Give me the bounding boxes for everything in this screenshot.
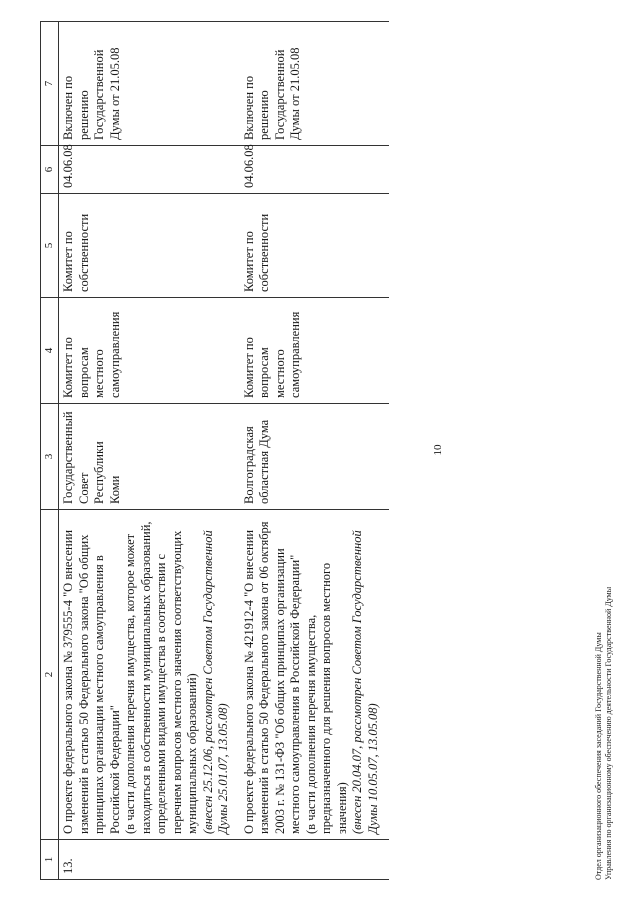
co-committee: Комитет по собственности xyxy=(59,194,240,298)
bill-note: (внесен 20.04.07, рассмотрен Советом Государственной Думы 10.05.07, 13.05.08) xyxy=(350,530,380,834)
responsible-committee: Комитет по вопросам местного самоуправления xyxy=(59,298,240,404)
date: 04.06.08 xyxy=(240,146,390,194)
column-number: 7 xyxy=(41,22,59,146)
footer-directorate: Управления по организационному обеспечению деятельности Государственной Думы xyxy=(604,586,613,880)
column-number-row xyxy=(41,22,59,880)
column-number: 1 xyxy=(41,840,59,880)
bills-table xyxy=(40,21,389,880)
date: 04.06.08 xyxy=(59,146,240,194)
table-row xyxy=(240,22,390,880)
column-number: 5 xyxy=(41,194,59,298)
bill-description xyxy=(240,510,390,840)
co-committee: Комитет по собственности xyxy=(240,194,390,298)
initiator: Волгоградская областная Дума xyxy=(240,404,390,510)
column-number: 2 xyxy=(41,510,59,840)
bill-note: (внесен 25.12.06, рассмотрен Советом Государственной Думы 25.01.07, 13.05.08) xyxy=(200,530,230,834)
bill-title: О проекте федерального закона № 421912-4 "О внесении изменений в статью 50 Федерального закона от 06 октября 2003 г. № 131-ФЗ "Об общих принципах организации местного самоуправления в Российской Федерации" xyxy=(241,521,302,834)
bill-title: О проекте федерального закона № 379555-4 "О внесении изменений в статью 50 Федерального закона "Об общих принципах организации местного самоуправления в Российской Федерации" xyxy=(61,529,122,834)
responsible-committee: Комитет по вопросам местного самоуправления xyxy=(240,298,390,404)
bill-detail: (в части дополнения перечня имущества, предназначенного для решения вопросов местного значения) xyxy=(303,562,349,834)
footer-department: Отдел организационного обеспечения заседаний Государственной Думы xyxy=(594,632,603,880)
column-number: 4 xyxy=(41,298,59,404)
bill-description xyxy=(59,510,240,840)
basis: Включен по решению Государственной Думы от 21.05.08 xyxy=(59,22,240,146)
bill-detail: (в части дополнения перечня имущества, которое может находиться в собственности муниципальных образований, определенными видами имущества в соответствии с перечнем вопросов местного значения соответствующих муниципальных образований) xyxy=(123,521,199,834)
column-number: 3 xyxy=(41,404,59,510)
initiator: Государственный Совет Республики Коми xyxy=(59,404,240,510)
row-number xyxy=(240,840,390,880)
table-row xyxy=(59,22,240,880)
page-number: 10 xyxy=(432,444,444,456)
row-number: 13. xyxy=(59,840,240,880)
basis: Включен по решению Государственной Думы от 21.05.08 xyxy=(240,22,390,146)
column-number: 6 xyxy=(41,146,59,194)
